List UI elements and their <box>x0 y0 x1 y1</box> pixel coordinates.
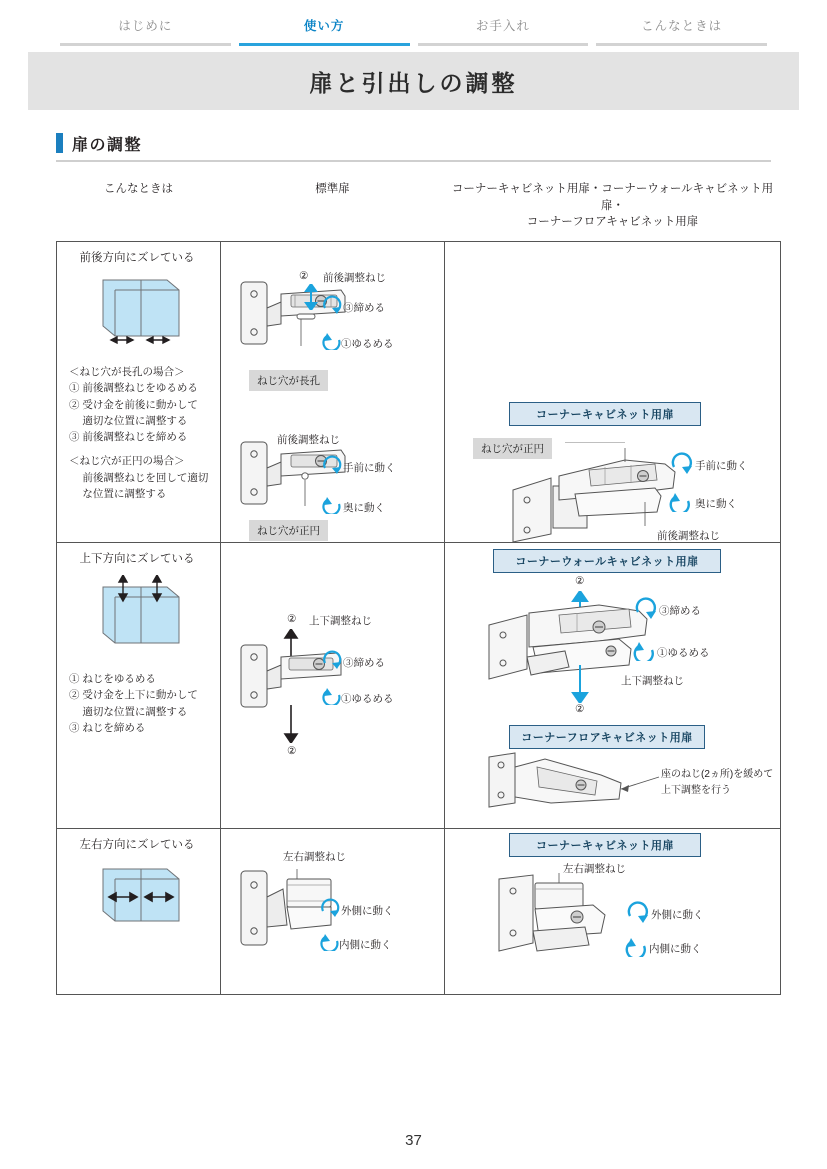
row1-corner-cell <box>445 242 781 543</box>
row3-std-rotate-icon-inner <box>319 929 341 951</box>
row1-corner-front-label: 手前に動く <box>695 460 748 473</box>
row3-corner-bar: コーナーキャビネット用扉 <box>509 833 701 857</box>
row3-corner-hinge-illustration <box>489 873 689 978</box>
section-accent-bar <box>56 133 63 153</box>
row2-std-num3: ③締める <box>343 657 385 670</box>
row1-std-chip-slot: ねじ穴が長孔 <box>249 370 328 391</box>
row3-corner-screw-name: 左右調整ねじ <box>563 863 626 876</box>
section-heading <box>56 132 771 162</box>
row1-std-rotate-icon-loosen <box>321 328 343 350</box>
row2-corner-num3: ③締める <box>659 605 701 618</box>
page-number: 37 <box>405 1132 422 1149</box>
row1-std-screw-name: 前後調整ねじ <box>323 272 386 285</box>
header-standard-door: 標準扉 <box>315 183 350 195</box>
row1-symptom-text: 前後方向にズレている <box>79 252 195 265</box>
row1-std-rotate-icon-back <box>321 492 343 514</box>
row2-corner-screw-name: 上下調整ねじ <box>621 675 684 688</box>
row1-corner-bar: コーナーキャビネット用扉 <box>509 402 701 426</box>
row1-std-back-label: 奥に動く <box>343 502 385 515</box>
tab-bar <box>56 16 771 46</box>
row2-corner-num1: ①ゆるめる <box>657 647 710 660</box>
row2-corner-num2-top: ② <box>575 575 585 588</box>
row3-std-hinge-illustration <box>235 863 365 973</box>
row1-std-num2: ② <box>299 270 309 283</box>
row3-corner-rotate-icon-outer <box>625 901 649 925</box>
row1-std-screw-name2: 前後調整ねじ <box>277 434 340 447</box>
row1-steps <box>69 364 215 502</box>
row2-step-1: ② 受け金を上下に動かして <box>69 689 198 702</box>
page-title-band <box>28 52 799 110</box>
row3-std-screw-name: 左右調整ねじ <box>283 851 346 864</box>
row1-std-rotate-icon-front <box>321 454 343 476</box>
row1-step-3: 適切な位置に調整する <box>69 414 188 427</box>
row2-std-num2-top: ② <box>287 613 297 626</box>
table-row <box>57 543 781 829</box>
row3-std-inner-label: 内側に動く <box>339 939 392 952</box>
header-corner-line1: コーナーキャビネット用扉・コーナーウォールキャビネット用扉・ <box>451 183 774 212</box>
row3-std-rotate-icon-outer <box>319 897 341 919</box>
row1-step-7: な位置に調整する <box>69 487 167 500</box>
table-row <box>57 829 781 995</box>
row1-step-4: ③ 前後調整ねじを締める <box>69 431 188 444</box>
row3-symptom-text: 左右方向にズレている <box>79 839 195 852</box>
row2-symptom-text: 上下方向にズレている <box>79 553 195 566</box>
row1-step-5: ＜ねじ穴が正円の場合＞ <box>69 455 185 468</box>
header-corner-doors <box>445 175 781 242</box>
row2-door-illustration <box>89 575 185 657</box>
row2-std-rotate-icon-loosen <box>321 683 343 705</box>
row2-step-2: 適切な位置に調整する <box>69 705 188 718</box>
table-row <box>57 242 781 543</box>
row2-std-num2-bottom: ② <box>287 745 297 758</box>
row2-symptom-cell <box>57 543 221 829</box>
section-title: 扉の調整 <box>72 137 143 154</box>
row1-std-chip-round: ねじ穴が正円 <box>249 520 328 541</box>
adjustment-table <box>56 175 781 995</box>
page-title: 扉と引出しの調整 <box>309 69 518 96</box>
row1-corner-screw-name: 前後調整ねじ <box>657 530 720 543</box>
row1-symptom-cell <box>57 242 221 543</box>
row1-door-illustration <box>89 274 185 352</box>
row3-corner-cell <box>445 829 781 995</box>
row1-step-2: ② 受け金を前後に動かして <box>69 398 198 411</box>
table-header-row <box>57 175 781 242</box>
tab-hajimeni[interactable]: はじめに <box>60 16 231 46</box>
row2-standard-cell <box>221 543 445 829</box>
row1-corner-chip-round: ねじ穴が正円 <box>473 438 552 459</box>
row3-standard-cell <box>221 829 445 995</box>
row1-std-rotate-icon-tighten <box>321 294 343 316</box>
row1-step-6: 前後調整ねじを回して適切 <box>69 471 209 484</box>
row2-std-rotate-icon-tighten <box>321 649 343 671</box>
row1-step-0: ＜ねじ穴が長孔の場合＞ <box>69 366 185 379</box>
row1-corner-rotate-icon-front <box>669 452 693 476</box>
row2-std-hinge-illustration <box>235 637 365 729</box>
row2-corner-arrow-down <box>571 665 589 703</box>
row1-std-arrow-vertical <box>303 284 319 310</box>
header-corner-line2: コーナーフロアキャビネット用扉 <box>526 216 699 229</box>
row2-corner-note2: 上下調整を行う <box>661 785 731 797</box>
row3-corner-rotate-icon-inner <box>625 933 649 957</box>
row3-corner-outer-label: 外側に動く <box>651 909 704 922</box>
row1-corner-back-label: 奥に動く <box>695 498 737 511</box>
row2-std-num1: ①ゆるめる <box>341 693 394 706</box>
row2-corner-cell <box>445 543 781 829</box>
row2-step-0: ① ねじをゆるめる <box>69 673 156 686</box>
tab-konnatokiha[interactable]: こんなときは <box>596 16 767 46</box>
row2-corner-num2-bottom: ② <box>575 703 585 716</box>
row2-std-screw-name: 上下調整ねじ <box>309 615 372 628</box>
row1-step-1: ① 前後調整ねじをゆるめる <box>69 382 198 395</box>
row2-corner-bar2: コーナーフロアキャビネット用扉 <box>509 725 705 749</box>
row1-standard-cell <box>221 242 445 543</box>
row1-std-num3: ③締める <box>343 302 385 315</box>
tab-tsukaikata[interactable]: 使い方 <box>239 16 410 46</box>
row2-corner-note1: 座のねじ(2ヵ所)を緩めて <box>661 769 774 781</box>
row1-std-front-label: 手前に動く <box>343 462 396 475</box>
row3-door-illustration <box>89 863 185 933</box>
row2-std-arrow-down <box>283 705 299 743</box>
header-symptom: こんなときは <box>104 183 173 195</box>
row2-corner-rotate-icon-tighten <box>633 597 657 621</box>
row1-corner-rotate-icon-back <box>669 488 693 512</box>
row2-corner-floor-hinge-illustration <box>481 749 671 819</box>
tab-oteire[interactable]: お手入れ <box>418 16 589 46</box>
row2-corner-rotate-icon-loosen <box>633 637 657 661</box>
row3-symptom-cell <box>57 829 221 995</box>
row3-std-outer-label: 外側に動く <box>341 905 394 918</box>
row2-corner-bar1: コーナーウォールキャビネット用扉 <box>493 549 721 573</box>
row2-steps <box>69 671 215 736</box>
row1-std-num1: ①ゆるめる <box>341 338 394 351</box>
row2-step-3: ③ ねじを締める <box>69 721 146 734</box>
row3-corner-inner-label: 内側に動く <box>649 943 702 956</box>
